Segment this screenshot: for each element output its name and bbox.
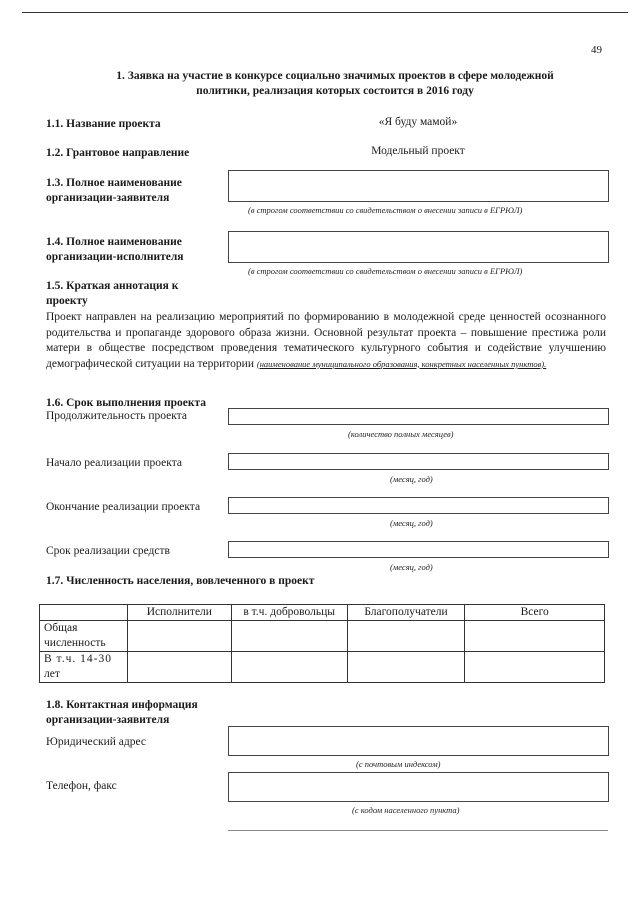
population-table [39, 604, 605, 683]
row-label-total [40, 621, 128, 652]
annotation-label [46, 279, 178, 309]
annotation-text [46, 310, 606, 372]
youth-executors-cell[interactable] [127, 652, 231, 683]
duration-section-label: 1.6. Срок выполнения проекта [46, 397, 207, 409]
phone-fax-label: Телефон, факс [46, 780, 117, 792]
header-cell [40, 605, 128, 621]
total-volunteers-cell[interactable] [231, 621, 347, 652]
annotation-label-line-1: 1.5. Краткая аннотация к [46, 280, 179, 292]
top-rule [22, 12, 628, 13]
youth-volunteers-cell[interactable] [231, 652, 347, 683]
population-section-label: 1.7. Численность населения, вовлеченного в проект [46, 575, 315, 587]
end-date-field[interactable] [228, 497, 609, 514]
funds-period-field[interactable] [228, 541, 609, 558]
applicant-org-label [46, 176, 182, 206]
table-header-row [40, 605, 605, 621]
duration-label: Продолжительность проекта [46, 410, 187, 422]
title-line-2: политики, реализация которых состоится в 2016 году [196, 85, 474, 97]
grant-direction-value: Модельный проект [371, 145, 465, 157]
applicant-org-hint: (в строгом соответствии со свидетельством о внесении записи в ЕГРЮЛ) [248, 205, 523, 215]
project-name-value: «Я буду мамой» [378, 116, 458, 128]
grant-direction-label: 1.2. Грантовое направление [46, 147, 190, 159]
applicant-org-label-line-2: организации-заявителя [46, 192, 170, 204]
header-cell: Благополучатели [347, 605, 465, 621]
row-label-youth [40, 652, 128, 683]
phone-fax-hint: (с кодом населенного пункта) [352, 805, 460, 815]
funds-period-hint: (месяц, год) [390, 562, 433, 572]
total-all-cell[interactable] [465, 621, 605, 652]
page-title [70, 69, 600, 99]
executor-org-field[interactable] [228, 231, 609, 263]
contact-section-label-line-1: 1.8. Контактная информация [46, 699, 198, 711]
annotation-body: Проект направлен на реализацию мероприятий по формированию в молодежной среде ценностей осознанного родительства и пропаганде здорового образа жизни. Основной результат проекта – повышение престижа роли матери в обществе посредством проведения тематического культурного события и содействие улучшению демографической ситуации на территории [46, 311, 606, 370]
duration-field[interactable] [228, 408, 609, 425]
start-date-field[interactable] [228, 453, 609, 470]
executor-org-label-line-2: организации-исполнителя [46, 251, 184, 263]
annotation-placeholder: (наименование муниципального образования, конкретных населенных пунктов). [256, 358, 547, 369]
applicant-org-label-line-1: 1.3. Полное наименование [46, 177, 182, 189]
row-label-total-line-1: Общая [44, 622, 78, 634]
table-row [40, 652, 605, 683]
annotation-label-line-2: проекту [46, 295, 88, 307]
header-cell: в т.ч. добровольцы [231, 605, 347, 621]
page-number: 49 [591, 44, 602, 56]
executor-org-label [46, 235, 184, 265]
executor-org-hint: (в строгом соответствии со свидетельством о внесении записи в ЕГРЮЛ) [248, 266, 523, 276]
start-date-label: Начало реализации проекта [46, 457, 182, 469]
legal-address-label: Юридический адрес [46, 736, 146, 748]
bottom-rule [228, 830, 608, 831]
total-beneficiaries-cell[interactable] [347, 621, 465, 652]
applicant-org-field[interactable] [228, 170, 609, 202]
table-row [40, 621, 605, 652]
start-date-hint: (месяц, год) [390, 474, 433, 484]
contact-section-label [46, 698, 198, 728]
youth-all-cell[interactable] [465, 652, 605, 683]
row-label-youth-line-2: лет [44, 668, 60, 680]
header-cell: Всего [465, 605, 605, 621]
end-date-hint: (месяц, год) [390, 518, 433, 528]
youth-beneficiaries-cell[interactable] [347, 652, 465, 683]
funds-period-label: Срок реализации средств [46, 545, 170, 557]
legal-address-field[interactable] [228, 726, 609, 756]
row-label-total-line-2: численность [44, 637, 106, 649]
contact-section-label-line-2: организации-заявителя [46, 714, 170, 726]
row-label-youth-line-1: В т.ч. 14-30 [44, 653, 112, 665]
end-date-label: Окончание реализации проекта [46, 501, 201, 513]
total-executors-cell[interactable] [127, 621, 231, 652]
duration-hint: (количество полных месяцев) [348, 429, 454, 439]
title-line-1: 1. Заявка на участие в конкурсе социально значимых проектов в сфере молодежной [116, 70, 554, 82]
legal-address-hint: (с почтовым индексом) [356, 759, 441, 769]
executor-org-label-line-1: 1.4. Полное наименование [46, 236, 182, 248]
project-name-label: 1.1. Название проекта [46, 118, 161, 130]
phone-fax-field[interactable] [228, 772, 609, 802]
header-cell: Исполнители [127, 605, 231, 621]
